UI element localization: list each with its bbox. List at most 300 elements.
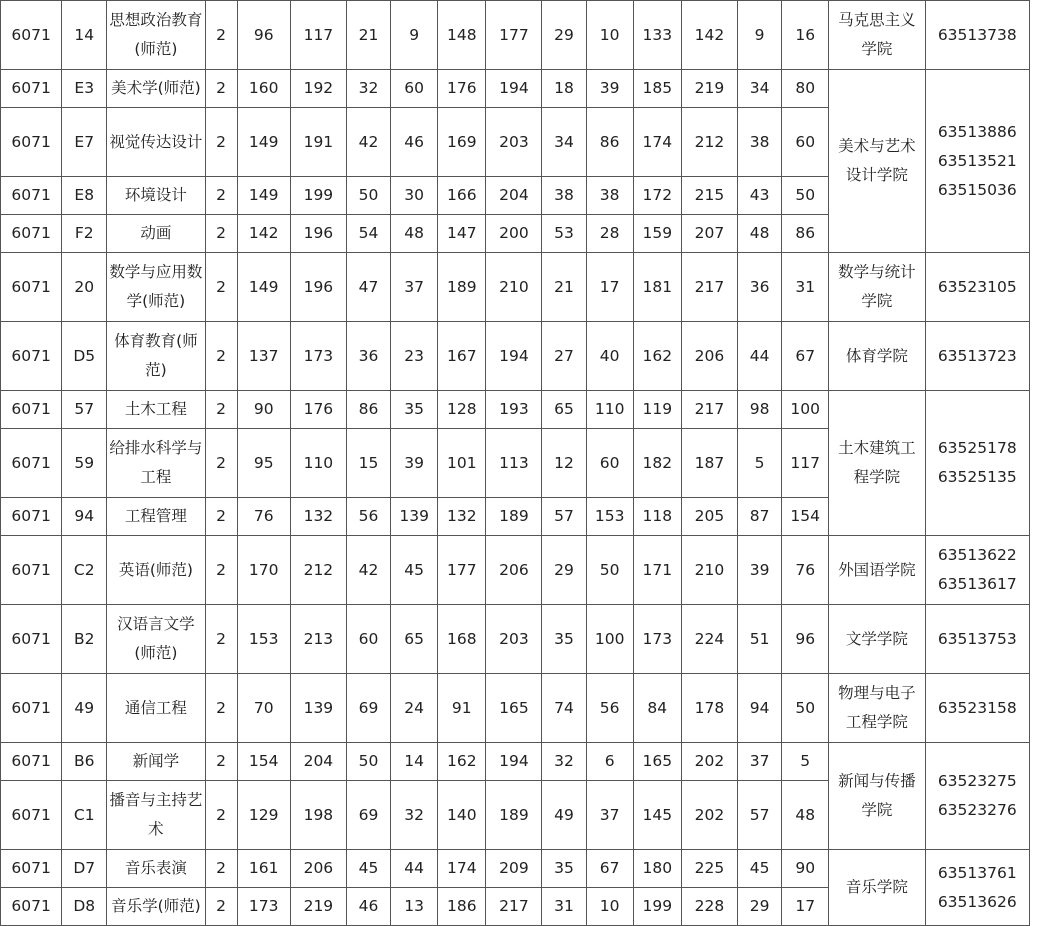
years-cell: 2 (205, 1, 237, 70)
value-cell: 91 (438, 674, 486, 743)
value-cell: 199 (633, 888, 681, 926)
value-cell: 86 (346, 391, 390, 429)
major-name-cell: 环境设计 (107, 177, 205, 215)
phone-number: 63513723 (937, 346, 1017, 365)
value-cell: 177 (438, 536, 486, 605)
value-cell: 174 (633, 108, 681, 177)
value-cell: 53 (542, 215, 586, 253)
value-cell: 49 (542, 781, 586, 850)
value-cell: 15 (346, 429, 390, 498)
value-cell: 185 (633, 70, 681, 108)
value-cell: 37 (391, 253, 438, 322)
phone-number: 63523158 (937, 698, 1017, 717)
value-cell: 47 (346, 253, 390, 322)
college-phone-cell (925, 674, 1029, 743)
value-cell: 48 (738, 215, 782, 253)
value-cell: 219 (290, 888, 346, 926)
value-cell: 39 (586, 70, 633, 108)
value-cell: 80 (782, 70, 829, 108)
major-name-cell: 思想政治教育(师范) (107, 1, 205, 70)
major-code-cell: C2 (62, 536, 107, 605)
value-cell: 34 (542, 108, 586, 177)
phone-number: 63513738 (937, 25, 1017, 44)
value-cell: 194 (486, 743, 542, 781)
phone-number: 63513617 (937, 575, 1017, 593)
years-cell: 2 (205, 536, 237, 605)
value-cell: 87 (738, 498, 782, 536)
major-code-cell: F2 (62, 215, 107, 253)
phone-number: 63523275 (937, 772, 1017, 790)
table-row (1, 70, 1030, 108)
phone-number: 63513886 (937, 122, 1017, 141)
value-cell: 37 (586, 781, 633, 850)
value-cell: 16 (782, 1, 829, 70)
value-cell: 38 (586, 177, 633, 215)
value-cell: 142 (237, 215, 290, 253)
value-cell: 149 (237, 108, 290, 177)
value-cell: 180 (633, 850, 681, 888)
value-cell: 48 (391, 215, 438, 253)
value-cell: 90 (782, 850, 829, 888)
value-cell: 189 (486, 781, 542, 850)
major-name-cell: 汉语言文学(师范) (107, 605, 205, 674)
value-cell: 196 (290, 215, 346, 253)
college-name-cell: 外国语学院 (829, 536, 925, 605)
value-cell: 173 (237, 888, 290, 926)
value-cell: 206 (681, 322, 737, 391)
value-cell: 177 (486, 1, 542, 70)
value-cell: 17 (586, 253, 633, 322)
major-code-cell: 14 (62, 1, 107, 70)
value-cell: 206 (290, 850, 346, 888)
value-cell: 110 (290, 429, 346, 498)
value-cell: 171 (633, 536, 681, 605)
college-name-cell: 音乐学院 (829, 850, 925, 926)
years-cell: 2 (205, 674, 237, 743)
value-cell: 209 (486, 850, 542, 888)
value-cell: 69 (346, 674, 390, 743)
table-row (1, 850, 1030, 888)
value-cell: 110 (586, 391, 633, 429)
value-cell: 56 (346, 498, 390, 536)
phone-number: 63523105 (937, 277, 1017, 296)
major-name-cell: 给排水科学与工程 (107, 429, 205, 498)
value-cell: 206 (486, 536, 542, 605)
value-cell: 9 (391, 1, 438, 70)
value-cell: 27 (542, 322, 586, 391)
value-cell: 29 (542, 1, 586, 70)
value-cell: 76 (782, 536, 829, 605)
school-code-cell: 6071 (1, 391, 62, 429)
value-cell: 44 (391, 850, 438, 888)
school-code-cell: 6071 (1, 108, 62, 177)
college-phone-cell (925, 850, 1029, 926)
value-cell: 76 (237, 498, 290, 536)
value-cell: 70 (237, 674, 290, 743)
value-cell: 149 (237, 177, 290, 215)
school-code-cell: 6071 (1, 605, 62, 674)
value-cell: 94 (738, 674, 782, 743)
school-code-cell: 6071 (1, 674, 62, 743)
major-name-cell: 新闻学 (107, 743, 205, 781)
school-code-cell: 6071 (1, 888, 62, 926)
value-cell: 212 (290, 536, 346, 605)
value-cell: 202 (681, 743, 737, 781)
value-cell: 160 (237, 70, 290, 108)
value-cell: 36 (346, 322, 390, 391)
value-cell: 113 (486, 429, 542, 498)
school-code-cell: 6071 (1, 322, 62, 391)
major-code-cell: 20 (62, 253, 107, 322)
value-cell: 17 (782, 888, 829, 926)
school-code-cell: 6071 (1, 536, 62, 605)
value-cell: 142 (681, 1, 737, 70)
years-cell: 2 (205, 850, 237, 888)
value-cell: 194 (486, 70, 542, 108)
value-cell: 40 (586, 322, 633, 391)
school-code-cell: 6071 (1, 70, 62, 108)
major-code-cell: 49 (62, 674, 107, 743)
value-cell: 182 (633, 429, 681, 498)
value-cell: 187 (681, 429, 737, 498)
years-cell: 2 (205, 781, 237, 850)
college-name-cell: 新闻与传播学院 (829, 743, 925, 850)
value-cell: 162 (633, 322, 681, 391)
value-cell: 31 (782, 253, 829, 322)
value-cell: 203 (486, 108, 542, 177)
college-name-cell: 文学学院 (829, 605, 925, 674)
value-cell: 29 (738, 888, 782, 926)
value-cell: 117 (782, 429, 829, 498)
school-code-cell: 6071 (1, 253, 62, 322)
value-cell: 210 (681, 536, 737, 605)
value-cell: 42 (346, 108, 390, 177)
college-name-cell: 数学与统计学院 (829, 253, 925, 322)
value-cell: 69 (346, 781, 390, 850)
value-cell: 50 (346, 743, 390, 781)
value-cell: 139 (391, 498, 438, 536)
value-cell: 228 (681, 888, 737, 926)
value-cell: 65 (542, 391, 586, 429)
years-cell: 2 (205, 605, 237, 674)
table-row (1, 253, 1030, 322)
value-cell: 57 (738, 781, 782, 850)
value-cell: 145 (633, 781, 681, 850)
major-name-cell: 数学与应用数学(师范) (107, 253, 205, 322)
value-cell: 98 (738, 391, 782, 429)
value-cell: 46 (346, 888, 390, 926)
value-cell: 10 (586, 1, 633, 70)
value-cell: 32 (391, 781, 438, 850)
value-cell: 204 (290, 743, 346, 781)
phone-number: 63513753 (937, 629, 1017, 648)
value-cell: 196 (290, 253, 346, 322)
value-cell: 162 (438, 743, 486, 781)
value-cell: 118 (633, 498, 681, 536)
school-code-cell: 6071 (1, 498, 62, 536)
phone-number: 63513521 (937, 151, 1017, 170)
years-cell: 2 (205, 177, 237, 215)
value-cell: 153 (237, 605, 290, 674)
value-cell: 154 (782, 498, 829, 536)
value-cell: 86 (586, 108, 633, 177)
value-cell: 10 (586, 888, 633, 926)
value-cell: 13 (391, 888, 438, 926)
major-code-cell: E7 (62, 108, 107, 177)
value-cell: 32 (542, 743, 586, 781)
value-cell: 45 (346, 850, 390, 888)
years-cell: 2 (205, 322, 237, 391)
value-cell: 140 (438, 781, 486, 850)
value-cell: 169 (438, 108, 486, 177)
value-cell: 5 (738, 429, 782, 498)
value-cell: 31 (542, 888, 586, 926)
value-cell: 9 (738, 1, 782, 70)
college-name-cell: 物理与电子工程学院 (829, 674, 925, 743)
years-cell: 2 (205, 888, 237, 926)
value-cell: 14 (391, 743, 438, 781)
value-cell: 149 (237, 253, 290, 322)
phone-number: 63513761 (937, 863, 1017, 882)
value-cell: 86 (782, 215, 829, 253)
value-cell: 217 (681, 253, 737, 322)
value-cell: 139 (290, 674, 346, 743)
value-cell: 173 (290, 322, 346, 391)
value-cell: 56 (586, 674, 633, 743)
table-row (1, 1, 1030, 70)
college-phone-cell (925, 70, 1029, 253)
value-cell: 46 (391, 108, 438, 177)
value-cell: 37 (738, 743, 782, 781)
value-cell: 148 (438, 1, 486, 70)
value-cell: 165 (633, 743, 681, 781)
value-cell: 35 (391, 391, 438, 429)
school-code-cell: 6071 (1, 850, 62, 888)
value-cell: 44 (738, 322, 782, 391)
major-code-cell: D7 (62, 850, 107, 888)
college-phone-cell (925, 322, 1029, 391)
value-cell: 60 (586, 429, 633, 498)
major-name-cell: 播音与主持艺术 (107, 781, 205, 850)
major-name-cell: 土木工程 (107, 391, 205, 429)
value-cell: 186 (438, 888, 486, 926)
phone-number: 63515036 (937, 180, 1017, 199)
value-cell: 181 (633, 253, 681, 322)
phone-number: 63513626 (937, 892, 1017, 911)
table-row (1, 536, 1030, 605)
major-code-cell: E8 (62, 177, 107, 215)
value-cell: 50 (782, 674, 829, 743)
value-cell: 45 (738, 850, 782, 888)
phone-number: 63523276 (937, 801, 1017, 819)
major-name-cell: 音乐学(师范) (107, 888, 205, 926)
value-cell: 153 (586, 498, 633, 536)
value-cell: 35 (542, 605, 586, 674)
value-cell: 205 (681, 498, 737, 536)
table-row (1, 743, 1030, 781)
value-cell: 38 (738, 108, 782, 177)
value-cell: 178 (681, 674, 737, 743)
value-cell: 18 (542, 70, 586, 108)
major-name-cell: 美术学(师范) (107, 70, 205, 108)
value-cell: 24 (391, 674, 438, 743)
major-name-cell: 视觉传达设计 (107, 108, 205, 177)
major-code-cell: 94 (62, 498, 107, 536)
value-cell: 191 (290, 108, 346, 177)
value-cell: 30 (391, 177, 438, 215)
college-name-cell: 马克思主义学院 (829, 1, 925, 70)
major-code-cell: B2 (62, 605, 107, 674)
value-cell: 38 (542, 177, 586, 215)
years-cell: 2 (205, 391, 237, 429)
value-cell: 193 (486, 391, 542, 429)
value-cell: 34 (738, 70, 782, 108)
years-cell: 2 (205, 70, 237, 108)
value-cell: 6 (586, 743, 633, 781)
value-cell: 210 (486, 253, 542, 322)
value-cell: 200 (486, 215, 542, 253)
value-cell: 74 (542, 674, 586, 743)
value-cell: 166 (438, 177, 486, 215)
value-cell: 100 (586, 605, 633, 674)
college-phone-cell (925, 743, 1029, 850)
value-cell: 119 (633, 391, 681, 429)
school-code-cell: 6071 (1, 1, 62, 70)
major-name-cell: 体育教育(师范) (107, 322, 205, 391)
major-name-cell: 动画 (107, 215, 205, 253)
college-name-cell: 土木建筑工程学院 (829, 391, 925, 536)
value-cell: 42 (346, 536, 390, 605)
college-phone-cell (925, 1, 1029, 70)
value-cell: 128 (438, 391, 486, 429)
table-row (1, 322, 1030, 391)
school-code-cell: 6071 (1, 215, 62, 253)
value-cell: 129 (237, 781, 290, 850)
school-code-cell: 6071 (1, 743, 62, 781)
major-name-cell: 通信工程 (107, 674, 205, 743)
value-cell: 50 (346, 177, 390, 215)
value-cell: 84 (633, 674, 681, 743)
years-cell: 2 (205, 108, 237, 177)
value-cell: 100 (782, 391, 829, 429)
phone-number: 63525135 (937, 468, 1017, 486)
phone-number: 63513622 (937, 546, 1017, 564)
major-name-cell: 英语(师范) (107, 536, 205, 605)
value-cell: 219 (681, 70, 737, 108)
value-cell: 29 (542, 536, 586, 605)
school-code-cell: 6071 (1, 177, 62, 215)
value-cell: 39 (391, 429, 438, 498)
value-cell: 12 (542, 429, 586, 498)
school-code-cell: 6071 (1, 429, 62, 498)
value-cell: 224 (681, 605, 737, 674)
major-code-cell: C1 (62, 781, 107, 850)
value-cell: 60 (782, 108, 829, 177)
value-cell: 215 (681, 177, 737, 215)
value-cell: 203 (486, 605, 542, 674)
value-cell: 67 (586, 850, 633, 888)
value-cell: 132 (438, 498, 486, 536)
major-code-cell: D8 (62, 888, 107, 926)
value-cell: 189 (486, 498, 542, 536)
value-cell: 43 (738, 177, 782, 215)
value-cell: 54 (346, 215, 390, 253)
years-cell: 2 (205, 429, 237, 498)
value-cell: 21 (346, 1, 390, 70)
years-cell: 2 (205, 215, 237, 253)
years-cell: 2 (205, 498, 237, 536)
college-phone-cell (925, 253, 1029, 322)
value-cell: 213 (290, 605, 346, 674)
value-cell: 159 (633, 215, 681, 253)
major-code-cell: D5 (62, 322, 107, 391)
value-cell: 198 (290, 781, 346, 850)
major-code-cell: B6 (62, 743, 107, 781)
value-cell: 45 (391, 536, 438, 605)
value-cell: 57 (542, 498, 586, 536)
value-cell: 60 (346, 605, 390, 674)
value-cell: 96 (782, 605, 829, 674)
value-cell: 137 (237, 322, 290, 391)
major-code-cell: E3 (62, 70, 107, 108)
table-row (1, 391, 1030, 429)
value-cell: 207 (681, 215, 737, 253)
value-cell: 174 (438, 850, 486, 888)
value-cell: 21 (542, 253, 586, 322)
value-cell: 225 (681, 850, 737, 888)
value-cell: 50 (782, 177, 829, 215)
value-cell: 199 (290, 177, 346, 215)
value-cell: 133 (633, 1, 681, 70)
table-row (1, 674, 1030, 743)
college-name-cell: 美术与艺术设计学院 (829, 70, 925, 253)
major-name-cell: 音乐表演 (107, 850, 205, 888)
value-cell: 202 (681, 781, 737, 850)
value-cell: 36 (738, 253, 782, 322)
value-cell: 132 (290, 498, 346, 536)
school-code-cell: 6071 (1, 781, 62, 850)
college-phone-cell (925, 605, 1029, 674)
value-cell: 217 (681, 391, 737, 429)
value-cell: 90 (237, 391, 290, 429)
value-cell: 173 (633, 605, 681, 674)
value-cell: 170 (237, 536, 290, 605)
value-cell: 101 (438, 429, 486, 498)
value-cell: 39 (738, 536, 782, 605)
value-cell: 28 (586, 215, 633, 253)
value-cell: 96 (237, 1, 290, 70)
value-cell: 217 (486, 888, 542, 926)
college-name-cell: 体育学院 (829, 322, 925, 391)
major-code-cell: 59 (62, 429, 107, 498)
value-cell: 48 (782, 781, 829, 850)
value-cell: 154 (237, 743, 290, 781)
value-cell: 172 (633, 177, 681, 215)
college-phone-cell (925, 391, 1029, 536)
value-cell: 161 (237, 850, 290, 888)
value-cell: 176 (438, 70, 486, 108)
value-cell: 176 (290, 391, 346, 429)
value-cell: 95 (237, 429, 290, 498)
value-cell: 167 (438, 322, 486, 391)
college-phone-cell (925, 536, 1029, 605)
value-cell: 192 (290, 70, 346, 108)
value-cell: 60 (391, 70, 438, 108)
value-cell: 147 (438, 215, 486, 253)
value-cell: 67 (782, 322, 829, 391)
phone-number: 63525178 (937, 439, 1017, 457)
value-cell: 212 (681, 108, 737, 177)
